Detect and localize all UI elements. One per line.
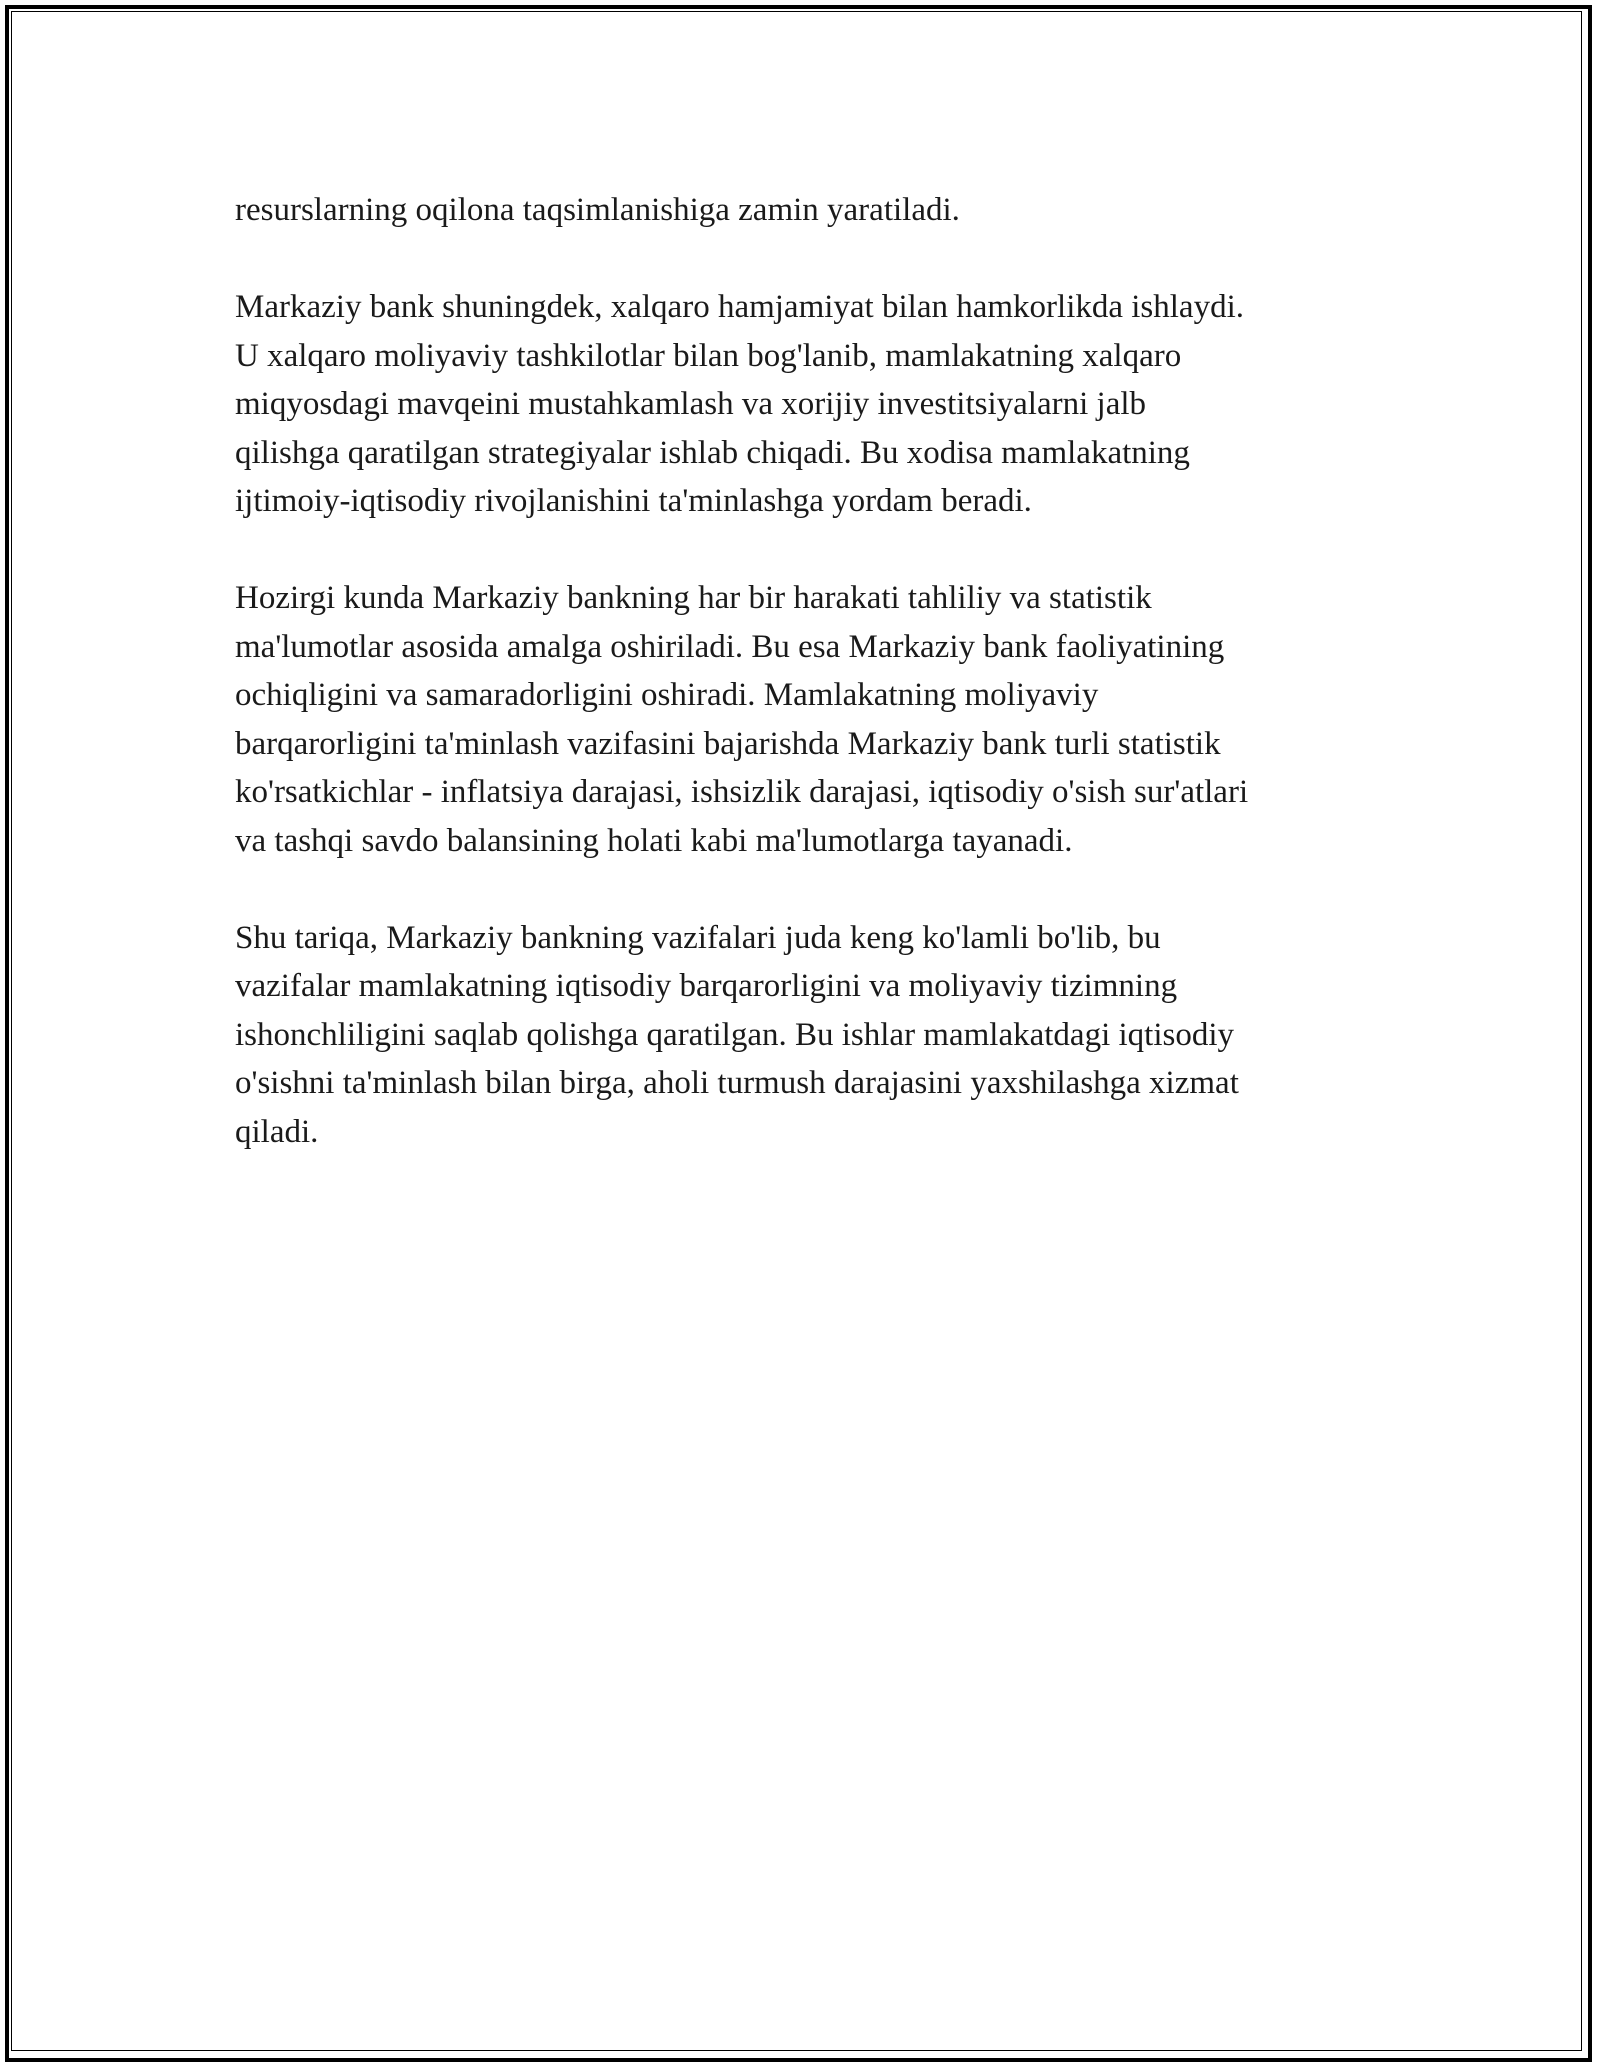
text-line: ma'lumotlar asosida amalga oshiriladi. Bu esa Markaziy bank faoliyatining bbox=[235, 628, 1225, 665]
text-line: miqyosdagi mavqeini mustahkamlash va xorijiy investitsiyalarni jalb bbox=[235, 386, 1147, 422]
text-line: o'sishni ta'minlash bilan birga, aholi turmush darajasini yaxshilashga xizmat bbox=[235, 1065, 1239, 1101]
text-line: qilishga qaratilgan strategiyalar ishlab chiqadi. Bu xodisa mamlakatning bbox=[235, 434, 1190, 471]
paragraph-2 bbox=[235, 283, 1385, 526]
text-line: ochiqligini va samaradorligini oshiradi. Mamlakatning moliyaviy bbox=[235, 677, 1099, 713]
text-line: ijtimoiy-iqtisodiy rivojlanishini ta'minlashga yordam beradi. bbox=[235, 483, 1032, 519]
text-line: U xalqaro moliyaviy tashkilotlar bilan bog'lanib, mamlakatning xalqaro bbox=[235, 337, 1182, 374]
text-line: ishonchliligini saqlab qolishga qaratilgan. Bu ishlar mamlakatdagi iqtisodiy bbox=[235, 1016, 1235, 1053]
text-line: Markaziy bank shuningdek, xalqaro hamjamiyat bilan hamkorlikda ishlaydi. bbox=[235, 289, 1244, 325]
paragraph-3 bbox=[235, 574, 1385, 865]
paragraph-1 bbox=[235, 186, 1385, 235]
paragraph-4 bbox=[235, 914, 1385, 1157]
text-line: ko'rsatkichlar - inflatsiya darajasi, ishsizlik darajasi, iqtisodiy o'sish sur'atlari bbox=[235, 774, 1249, 810]
text-line: Shu tariqa, Markaziy bankning vazifalari juda keng ko'lamli bo'lib, bu bbox=[235, 919, 1161, 956]
text-line: qiladi. bbox=[235, 1113, 319, 1150]
text-line: va tashqi savdo balansining holati kabi ma'lumotlarga tayanadi. bbox=[235, 822, 1073, 859]
text-line: resurslarning oqilona taqsimlanishiga zamin yaratiladi. bbox=[235, 192, 960, 228]
text-line: barqarorligini ta'minlash vazifasini bajarishda Markaziy bank turli statistik bbox=[235, 725, 1221, 762]
text-line: vazifalar mamlakatning iqtisodiy barqarorligini va moliyaviy tizimning bbox=[235, 968, 1178, 1004]
text-line: Hozirgi kunda Markaziy bankning har bir harakati tahliliy va statistik bbox=[235, 580, 1152, 616]
document-body bbox=[235, 186, 1385, 1205]
